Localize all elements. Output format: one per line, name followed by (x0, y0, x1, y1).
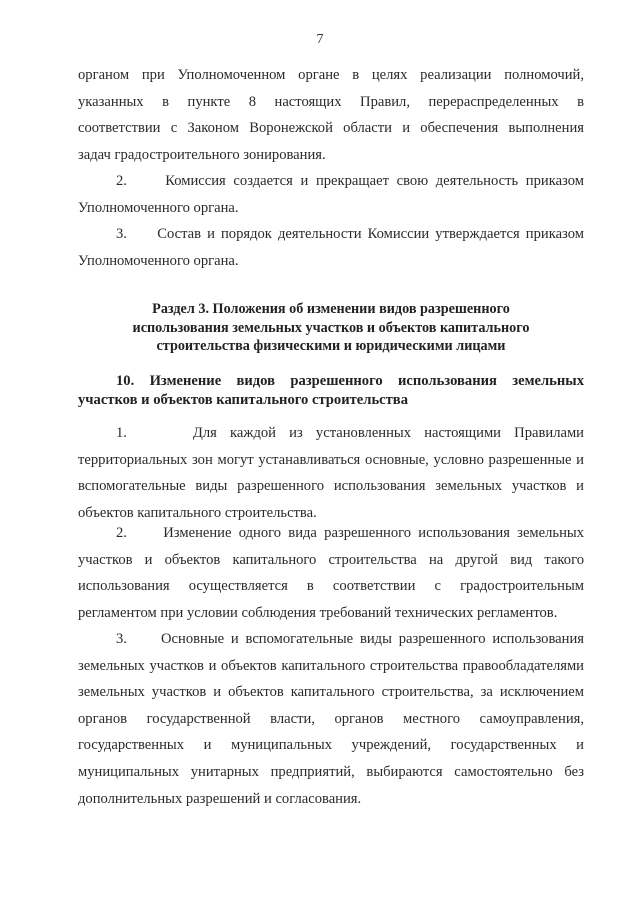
article-paragraph-2: 2. Изменение одного вида разрешенного использования земельных участков и объектов капитального строительства на другой вид такого использования осуществляется в соответствии с градостроительным регламентом при условии соблюдения требований технических регламентов. (78, 525, 584, 621)
intro-line: соответствии с Законом Воронежской области и обеспечения выполнения (78, 120, 584, 137)
intro-line: органом при Уполномоченном органе в целях реализации полномочий, (78, 67, 584, 83)
page-number: 7 (316, 32, 324, 47)
section-title (78, 300, 584, 356)
intro-paragraph (78, 62, 584, 168)
clause-2-paragraph: 2. Комиссия создается и прекращает свою деятельность приказом Уполномоченного органа. (78, 173, 584, 216)
section-title-line: использования земельных участков и объектов капитального (132, 319, 530, 336)
clause-3-paragraph: 3. Состав и порядок деятельности Комиссии утверждается приказом Уполномоченного органа. (78, 226, 584, 269)
article-paragraph-3: 3. Основные и вспомогательные виды разрешенного использования земельных участков и объектов капитального строительства правообладателями земельных участков и объектов капитального строительства, за исключением органов государственной власти, органов местного самоуправления, государственных и муниципальных учреждений, государственных и муниципальных унитарных предприятий, выбираются самостоятельно без дополнительных разрешений и согласования. (78, 631, 584, 807)
section-title-line: строительства физическими и юридическими лицами (156, 338, 506, 354)
article-paragraph-1: 1. Для каждой из установленных настоящими Правилами территориальных зон могут устанавливаться основные, условно разрешенные и вспомогательные виды разрешенного использования земельных участков и объектов капитального строительства. (78, 425, 584, 521)
intro-line: указанных в пункте 8 настоящих Правил, перераспределенных в (78, 93, 584, 110)
intro-line: задач градостроительного зонирования. (78, 146, 326, 163)
section-title-line: Раздел 3. Положения об изменении видов разрешенного (152, 301, 510, 317)
article-title: 10. Изменение видов разрешенного использования земельных участков и объектов капитального строительства (78, 373, 584, 408)
